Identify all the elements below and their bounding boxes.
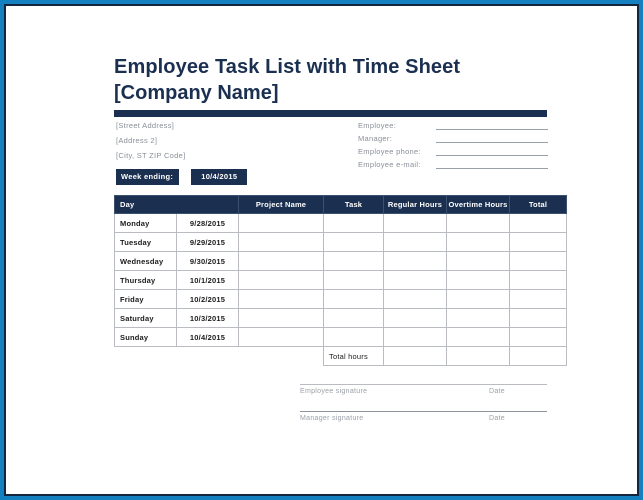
table-row (115, 233, 567, 252)
cell-task[interactable] (324, 309, 384, 328)
cell-task[interactable] (324, 252, 384, 271)
spacer-cell-day (115, 347, 177, 366)
column-header-day[interactable]: Day (115, 196, 239, 214)
column-header-overtime-hours[interactable]: Overtime Hours (447, 196, 510, 214)
employee-name-input[interactable] (436, 129, 548, 130)
cell-task[interactable] (324, 328, 384, 347)
table-body (115, 214, 567, 366)
cell-overtime-hours[interactable] (447, 290, 510, 309)
manager-signature-group (300, 411, 547, 438)
employee-field-row (358, 119, 548, 132)
cell-regular-hours[interactable] (384, 252, 447, 271)
company-name[interactable]: [Company Name] (114, 82, 279, 104)
total-hours-label: Total hours (324, 347, 384, 366)
employee-signature-label: Employee signature (300, 388, 368, 395)
cell-day: Wednesday (115, 252, 177, 271)
table-row (115, 271, 567, 290)
table-row (115, 328, 567, 347)
table-header-row (115, 196, 567, 214)
cell-date: 10/4/2015 (177, 328, 239, 347)
cell-day: Friday (115, 290, 177, 309)
spacer-cell-date (177, 347, 239, 366)
cell-project-name[interactable] (239, 309, 324, 328)
cell-date: 9/28/2015 (177, 214, 239, 233)
signature-block (300, 384, 547, 438)
week-ending-row (116, 169, 247, 185)
cell-day: Thursday (115, 271, 177, 290)
cell-overtime-hours[interactable] (447, 309, 510, 328)
total-overtime-hours-cell[interactable] (447, 347, 510, 366)
employee-signature-date-label: Date (489, 388, 505, 395)
manager-signature-date-label: Date (489, 415, 505, 422)
spacer-cell-project (239, 347, 324, 366)
cell-date: 9/29/2015 (177, 233, 239, 252)
address-line-2[interactable]: [Address 2] (116, 136, 158, 145)
cell-overtime-hours[interactable] (447, 252, 510, 271)
employee-email-label: Employee e-mail: (358, 160, 421, 169)
cell-task[interactable] (324, 233, 384, 252)
header-divider-band (114, 110, 547, 117)
cell-date: 10/2/2015 (177, 290, 239, 309)
table-row (115, 214, 567, 233)
employee-phone-input[interactable] (436, 155, 548, 156)
cell-day: Tuesday (115, 233, 177, 252)
week-ending-value[interactable]: 10/4/2015 (191, 169, 247, 185)
cell-project-name[interactable] (239, 252, 324, 271)
cell-total[interactable] (510, 328, 567, 347)
cell-total[interactable] (510, 233, 567, 252)
page-title: Employee Task List with Time Sheet (114, 56, 461, 78)
employee-info-fields (358, 119, 548, 171)
cell-overtime-hours[interactable] (447, 214, 510, 233)
employee-name-label: Employee: (358, 121, 397, 130)
column-header-project-name[interactable]: Project Name (239, 196, 324, 214)
employee-signature-group (300, 384, 547, 411)
employee-signature-labels (300, 385, 547, 395)
cell-date: 9/30/2015 (177, 252, 239, 271)
cell-overtime-hours[interactable] (447, 328, 510, 347)
total-regular-hours-cell[interactable] (384, 347, 447, 366)
employee-field-row (358, 132, 548, 145)
cell-regular-hours[interactable] (384, 290, 447, 309)
cell-task[interactable] (324, 271, 384, 290)
cell-total[interactable] (510, 271, 567, 290)
week-ending-label: Week ending: (116, 169, 179, 185)
cell-overtime-hours[interactable] (447, 233, 510, 252)
column-header-regular-hours[interactable]: Regular Hours (384, 196, 447, 214)
cell-day: Saturday (115, 309, 177, 328)
timesheet-table (114, 195, 567, 366)
manager-name-label: Manager: (358, 134, 393, 143)
title-block (114, 54, 554, 106)
column-header-total[interactable]: Total (510, 196, 567, 214)
cell-regular-hours[interactable] (384, 233, 447, 252)
cell-project-name[interactable] (239, 290, 324, 309)
cell-regular-hours[interactable] (384, 271, 447, 290)
cell-task[interactable] (324, 290, 384, 309)
cell-task[interactable] (324, 214, 384, 233)
table-row (115, 309, 567, 328)
employee-phone-label: Employee phone: (358, 147, 421, 156)
cell-overtime-hours[interactable] (447, 271, 510, 290)
cell-total[interactable] (510, 214, 567, 233)
company-address-block (116, 118, 336, 163)
manager-name-input[interactable] (436, 142, 548, 143)
manager-signature-label: Manager signature (300, 415, 364, 422)
manager-signature-labels (300, 412, 547, 422)
employee-field-row (358, 145, 548, 158)
cell-regular-hours[interactable] (384, 328, 447, 347)
cell-date: 10/1/2015 (177, 271, 239, 290)
cell-project-name[interactable] (239, 271, 324, 290)
table-total-row (115, 347, 567, 366)
employee-email-input[interactable] (436, 168, 548, 169)
cell-total[interactable] (510, 309, 567, 328)
table-header (115, 196, 567, 214)
employee-field-row (358, 158, 548, 171)
cell-date: 10/3/2015 (177, 309, 239, 328)
timesheet-document (6, 6, 637, 494)
cell-project-name[interactable] (239, 328, 324, 347)
cell-total[interactable] (510, 252, 567, 271)
cell-project-name[interactable] (239, 233, 324, 252)
cell-regular-hours[interactable] (384, 309, 447, 328)
cell-project-name[interactable] (239, 214, 324, 233)
total-hours-cell[interactable] (510, 347, 567, 366)
cell-day: Sunday (115, 328, 177, 347)
address-line-city-state-zip[interactable]: [City, ST ZIP Code] (116, 151, 186, 160)
page-frame-inner (4, 4, 639, 496)
cell-regular-hours[interactable] (384, 214, 447, 233)
cell-day: Monday (115, 214, 177, 233)
cell-total[interactable] (510, 290, 567, 309)
table-row (115, 252, 567, 271)
table-row (115, 290, 567, 309)
address-line-street[interactable]: [Street Address] (116, 121, 175, 130)
column-header-task[interactable]: Task (324, 196, 384, 214)
